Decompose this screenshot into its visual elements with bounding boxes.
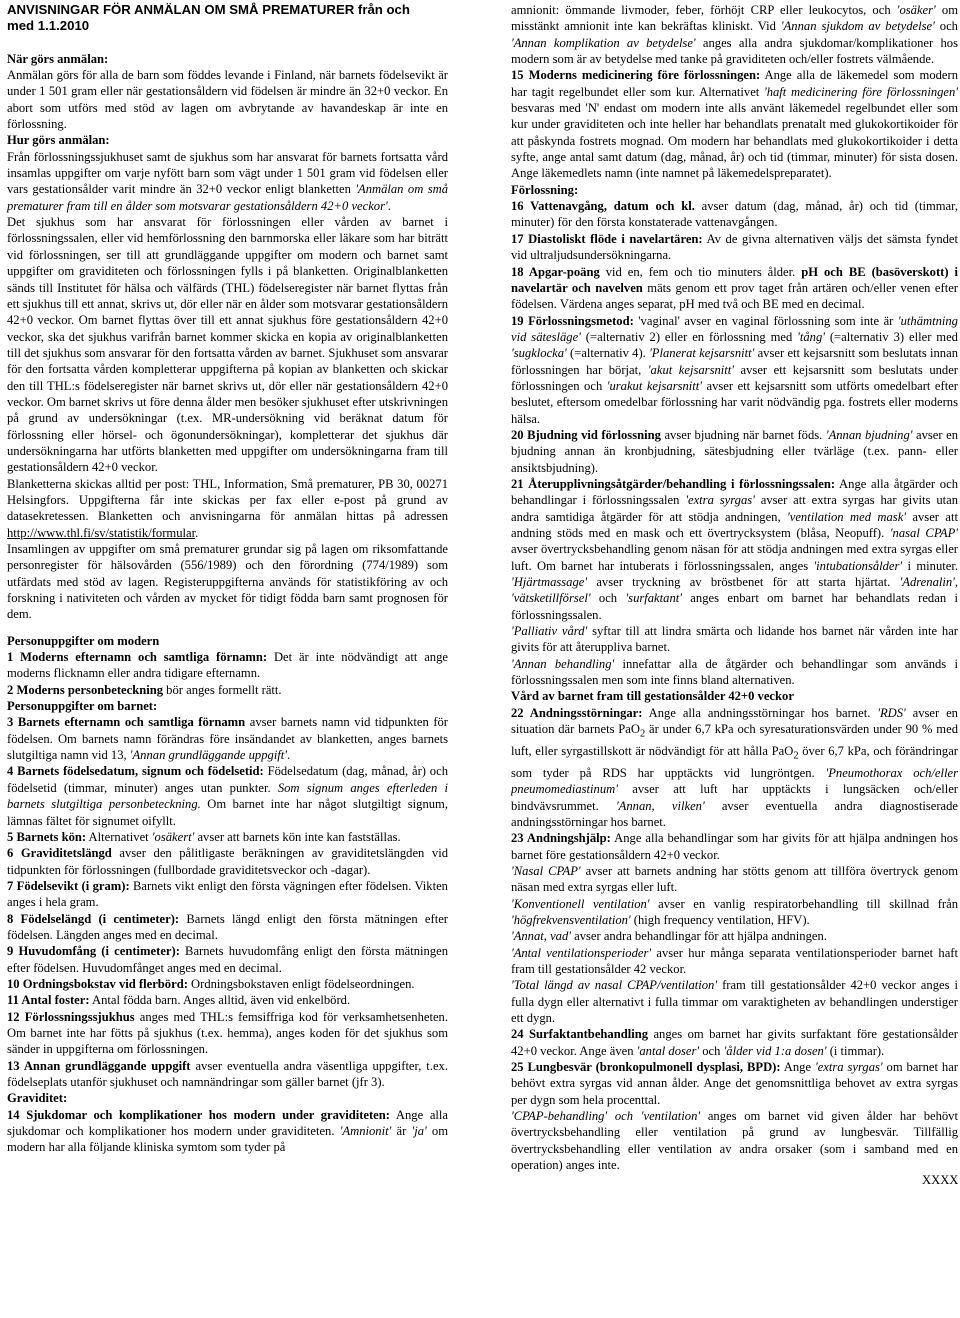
paragraph-other-treatment: 'Annan behandling' innefattar alla de åtgärder och behandlingar som används i förlossningssalen men som inte finns bland alternativen. xyxy=(511,656,958,688)
item-2: 2 Moderns personbeteckning bör anges formellt rätt. xyxy=(7,682,282,697)
heading-when: När görs anmälan: xyxy=(7,51,109,66)
item-3: 3 Barnets efternamn och samtliga förnamn avser barnets namn vid tidpunkten för födelsen. Om barnets namn förändras före insändandet av blanketten, anges barnets slutgiltiga namn vid 13, 'Annan grundläggande uppgift'. xyxy=(7,715,449,763)
paragraph-other-what: 'Annat, vad' avser andra behandlingar för att hjälpa andningen. xyxy=(511,929,827,944)
item-4: 4 Barnets födelsedatum, signum och födelsetid: Födelsedatum (dag, månad, år) och födelsetid (timmar, minuter) anges utan punkter. Som signum anges efterleden i barnets slutgiltiga personbeteckning. Om barnet inte har något slutgiltigt signum, lämnas fältet för signumet oifyllt. xyxy=(7,764,449,828)
paragraph-palliative: 'Palliativ vård' syftar till att lindra smärta och lidande hos barnet när vården inte har givits för att återuppliva barnet. xyxy=(511,624,958,655)
item-7: 7 Födelsevikt (i gram): Barnets vikt enligt den första vägningen efter födelsen. Vikten anges i hela gram. xyxy=(7,878,448,910)
item-17: 17 Diastoliskt flöde i navelartären: Av de givna alternativen väljs det sämsta fyndet vid ultraljudsundersökningarna. xyxy=(511,231,958,263)
form-link[interactable]: http://www.thl.fi/sv/statistik/formular xyxy=(7,525,196,540)
item-24: 24 Surfaktantbehandling anges om barnet har givits surfaktant före gestationsålder 42+0 veckor. Ange även 'antal doser' och 'ålder vid 1:a dosen' (i timmar). xyxy=(511,1027,958,1058)
item-21: 21 Återupplivningsåtgärder/behandling i förlossningssalen: Ange alla åtgärder och behandlingar i förlossningssalen 'extra syrgas' avser att extra syrgas har givits utan andra samtidiga åtgärder för att stödja andningen, 'ventilation med mask' avser att andning stöds med en mask och ett övertrycksystem (blåsa, Neopuff). 'nasal CPAP' avser övertrycksbehandling genom näsan för att stödja andningen med extra syrgas eller luft. Om barnet har intuberats i förlossningssalen, anges 'intubationsålder' i minuter. 'Hjärtmassage' avser tryckning av bröstbenet för att starta hjärtat. 'Adrenalin', 'vätsketillförsel' och 'surfaktant' anges enbart om barnet har behandlats redan i förlossningssalen. xyxy=(511,476,958,622)
item-12: 12 Förlossningssjukhus anges med THL:s femsiffriga kod för verksamhetsenheten. Om barnet inte har fötts på sjukhus (t.ex. hemma), anges koden för det sjukhus som sänder in uppgifterna om förlossningen. xyxy=(7,1009,448,1057)
overlay-mark: XXXX xyxy=(922,1173,959,1187)
item-11: 11 Antal foster: Antal födda barn. Anges alltid, även vid enkelbörd. xyxy=(7,993,351,1008)
left-column xyxy=(7,2,448,1156)
paragraph-ventilation-periods: 'Antal ventilationsperioder' avser hur många separata ventilationsperioder barnet haft fram till gestationsålder 42 veckor. xyxy=(511,945,958,976)
heading-pregnancy: Graviditet: xyxy=(7,1091,68,1106)
paragraph-when: Anmälan görs för alla de barn som föddes levande i Finland, när barnets födelsevikt är under 1 501 gram eller när gestationsåldern vid födelsen är mindre än 32+0 veckor. En abort som utförs med stöd av lagen om avbrytande av havandeskap är inte en förlossning. xyxy=(7,68,449,132)
heading-mother: Personuppgifter om modern xyxy=(7,633,160,648)
item-16: 16 Vattenavgång, datum och kl. avser datum (dag, månad, år) och tid (timmar, minuter) för den första konstaterade vattenavgången. xyxy=(511,199,958,230)
document-title: ANVISNINGAR FÖR ANMÄLAN OM SMÅ PREMATURER från och med 1.1.2010 xyxy=(7,2,410,34)
item-22: 22 Andningsstörningar: Ange alla andningsstörningar hos barnet. 'RDS' avser en situation där barnets PaO$_2$ är under 6,7 kPa och syresaturationsvärden under 90 % med luft, eller syrgastillskott är nödvändigt för att hålla PaO$_2$ över 6,7 kPa, och förändringar som tyder på RDS har upptäckts vid lungröntgen. 'Pneumothorax och/eller pneumomediastinum' avser att luft har upptäckts i lungsäcken och/eller bindvävsrummet. 'Annan, vilken' avser eventuella andra diagnostiserade andningsstörningar hos barnet. xyxy=(511,705,958,829)
paragraph-how-3: Blanketterna skickas alltid per post: THL, Information, Små prematurer, PB 30, 00271 Helsingfors. Uppgifterna får inte skickas per fax eller e-post på grund av datasekretessen. Blanketten och anvisningarna för anmälan hittas på adressen http://www.thl.fi/sv/statistik/formular. xyxy=(7,476,448,540)
heading-how: Hur görs anmälan: xyxy=(7,133,110,148)
item-10: 10 Ordningsbokstav vid flerbörd: Ordningsbokstaven enligt födelseordningen. xyxy=(7,976,415,991)
item-8: 8 Födelselängd (i centimeter): Barnets längd enligt den första mätningen efter födelsen. Längden anges med en decimal. xyxy=(7,911,448,942)
item-6: 6 Graviditetslängd avser den pålitligaste beräkningen av graviditetslängden vid tidpunkten för förlossningen (fullbordade graviditetsveckor och -dagar). xyxy=(7,846,448,877)
item-1: 1 Moderns efternamn och samtliga förnamn: Det är inte nödvändigt att ange moderns flicknamn eller andra tidigare efternamn. xyxy=(7,650,448,681)
item-15: 15 Moderns medicinering före förlossningen: Ange alla de läkemedel som modern har tagit regelbundet eller som kur. Alternativet 'haft medicinering före förlossningen' besvaras med 'N' endast om modern inte alls använt läkemedel regelbundet eller som kur under graviditeten och inte heller har behandlats prenatalt med glukokortikoider för att påskynda fostrets mognad. Om modern har behandlats med glukokortikoider i detta syfte, ange antal samt datum (dag, månad, år) och tid (timmar, minuter) för sista dosen. Ange läkemedlets namn (inte namnet på läkemedelspreparatet). xyxy=(511,68,959,181)
item-13: 13 Annan grundläggande uppgift avser eventuella andra väsentliga uppgifter, t.ex. födelseplats utanför sjukhuset och namnändringar som gäller barnet (jfr 3). xyxy=(7,1058,448,1089)
item-5: 5 Barnets kön: Alternativet 'osäkert' avser att barnets kön inte kan fastställas. xyxy=(7,829,401,844)
paragraph-nasal-cpap: 'Nasal CPAP' avser att barnets andning har stötts genom att tillföra övertryck genom näsan med extra syrgas eller luft. xyxy=(511,863,958,895)
item-19: 19 Förlossningsmetod: 'vaginal' avser en vaginal förlossning som inte är 'uthämtning vid sätesläge' (=alternativ 2) eller en förlossning med 'tång' (=alternativ 3) eller med 'sugklocka' (=alternativ 4). 'Planerat kejsarsnitt' avser ett kejsarsnitt som beslutats innan förlossningen har börjat, 'akut kejsarsnitt' avser ett kejsarsnitt som beslutats under förlossningen och 'urakut kejsarsnitt' avser ett kejsarsnitt som utförts omedelbart efter beslutet, eftersom omedelbar förlossning har varit nödvändig pga. fostrets eller moderns hälsa. xyxy=(511,313,958,426)
heading-birth: Förlossning: xyxy=(511,182,579,197)
paragraph-continuation: amnionit: ömmande livmoder, feber, förhöjt CRP eller leukocytos, och 'osäker' om misstänkt amnionit inte kan bekräftas kliniskt. Vid 'Annan sjukdom av betydelse' och 'Annan komplikation av betydelse' anges alla andra sjukdomar/komplikationer hos modern som är av betydelse med tanke på graviditeten och/eller fostrets välmående. xyxy=(511,3,958,67)
paragraph-total-length: 'Total längd av nasal CPAP/ventilation' fram till gestationsålder 42+0 veckor anges i fulla dygn eller alternativt i fulla timmar om varaktigheten av behandlingen understiger ett dygn. xyxy=(511,978,959,1025)
item-18: 18 Apgar-poäng vid en, fem och tio minuters ålder. pH och BE (basöverskott) i navelartär och navelven mäts genom ett prov taget från artären och/eller venen efter födelsen. Värdena anges separat, pH med två och BE med en decimal. xyxy=(511,264,958,312)
paragraph-how-1: Från förlossningssjukhuset samt de sjukhus som har ansvarat för barnets fortsatta vård insamlas uppgifter om varje nyfött barn som vägt under 1 501 gram vid födelsen eller vars gestationsålder varit mindre än 32+0 veckor enligt blanketten 'Anmälan om små prematurer fram till en ålder som motsvarar gestationsåldern 42+0 veckor'. xyxy=(7,149,448,213)
right-column xyxy=(511,2,958,1173)
paragraph-cpap-ventilation: 'CPAP-behandling' och 'ventilation' anges om barnet vid given ålder har behövt övertrycksbehandling eller ventilation på grund av lungbesvär. Tillfällig övertrycksbehandling eller ventilation av andra orsaker (som i samband med en operation) anges inte. xyxy=(511,1109,958,1173)
item-20: 20 Bjudning vid förlossning avser bjudning när barnet föds. 'Annan bjudning' avser en bjudning annan än kronbjudning, sätesbjudning eller tvärläge (t.ex. pann- eller ansiktsbjudning). xyxy=(511,427,959,475)
item-23: 23 Andningshjälp: Ange alla behandlingar som har givits för att hjälpa andningen hos barnet före gestationsåldern 42+0 veckor. xyxy=(511,831,958,862)
paragraph-how-2: Det sjukhus som har ansvarat för förlossningen eller vården av barnet i förlossningssalen, eller vid hemförlossning den barnmorska eller läkare som har biträtt vid förlossningen, ser till att grundläggande uppgifter om modern och barnet samt uppgifter om graviditeten och förlossningen fylls i på blanketten. Originalblanketten sänds till Institutet för hälsa och välfärds (THL) födelseregister när barnet flyttas från ett sjukhus till ett annat, skrivs ut, dör eller när en ålder som motsvarar gestationsåldern 42+0 veckor. Om barnet flyttas över till ett annat sjukhus före gestationsåldern 42+0 veckor, ska det sjukhus varifrån barnet kommer skicka en kopia av originalblanketten till det sjukhus som ansvarar för den fortsatta vården av barnet. Sjukhuset som ansvarar för den fortsatta vården kompletterar uppgifterna på kopian av blanketten och skickar den till THL:s födelseregister när barnet skrivs ut, dör eller när gestationsåldern 42+0 veckor. Om barnet skrivs ut före denna ålder men besöker sjukhuset efter utskrivningen på grund av undersökningar (t.ex. MR-undersökning vid beräknat datum för förlossning eller hörsel- och ögonundersökningar), kompletterar det sjukhus där undersökningarna har utförts blanketten med uppgifter om undersökningarna fram till gestationsåldern 42+0 veckor. xyxy=(7,215,449,475)
paragraph-how-4: Insamlingen av uppgifter om små prematurer grundar sig på lagen om riksomfattande personregister för hälsovården (556/1989) och den förordning (774/1989) som utfärdats med stöd av lagen. Registeruppgifterna används för statistikföring av och forskning i nativiteten och vården av mycket för tidigt födda barn samt prognosen för dem. xyxy=(7,542,448,622)
paragraph-conventional: 'Konventionell ventilation' avser en vanlig respiratorbehandling till skillnad från 'högfrekvensventilation' (high frequency ventilation, HFV). xyxy=(511,896,958,927)
item-9: 9 Huvudomfång (i centimeter): Barnets huvudomfång enligt den första mätningen efter födelsen. Huvudomfånget anges med en decimal. xyxy=(7,944,448,975)
heading-child: Personuppgifter om barnet: xyxy=(7,699,158,714)
item-25: 25 Lungbesvär (bronkopulmonell dysplasi, BPD): Ange 'extra syrgas' om barnet har behövt extra syrgas vid annan ålder. Ange det genomsnittliga behovet av extra syrgas per dygn som hela procenttal. xyxy=(511,1060,958,1107)
item-14: 14 Sjukdomar och komplikationer hos modern under graviditeten: Ange alla sjukdomar och komplikationer hos modern under graviditeten. 'Amnionit' är 'ja' om modern har alla följande kliniska symtom som tyder på xyxy=(7,1107,449,1155)
heading-care: Vård av barnet fram till gestationsålder 42+0 veckor xyxy=(511,689,794,704)
